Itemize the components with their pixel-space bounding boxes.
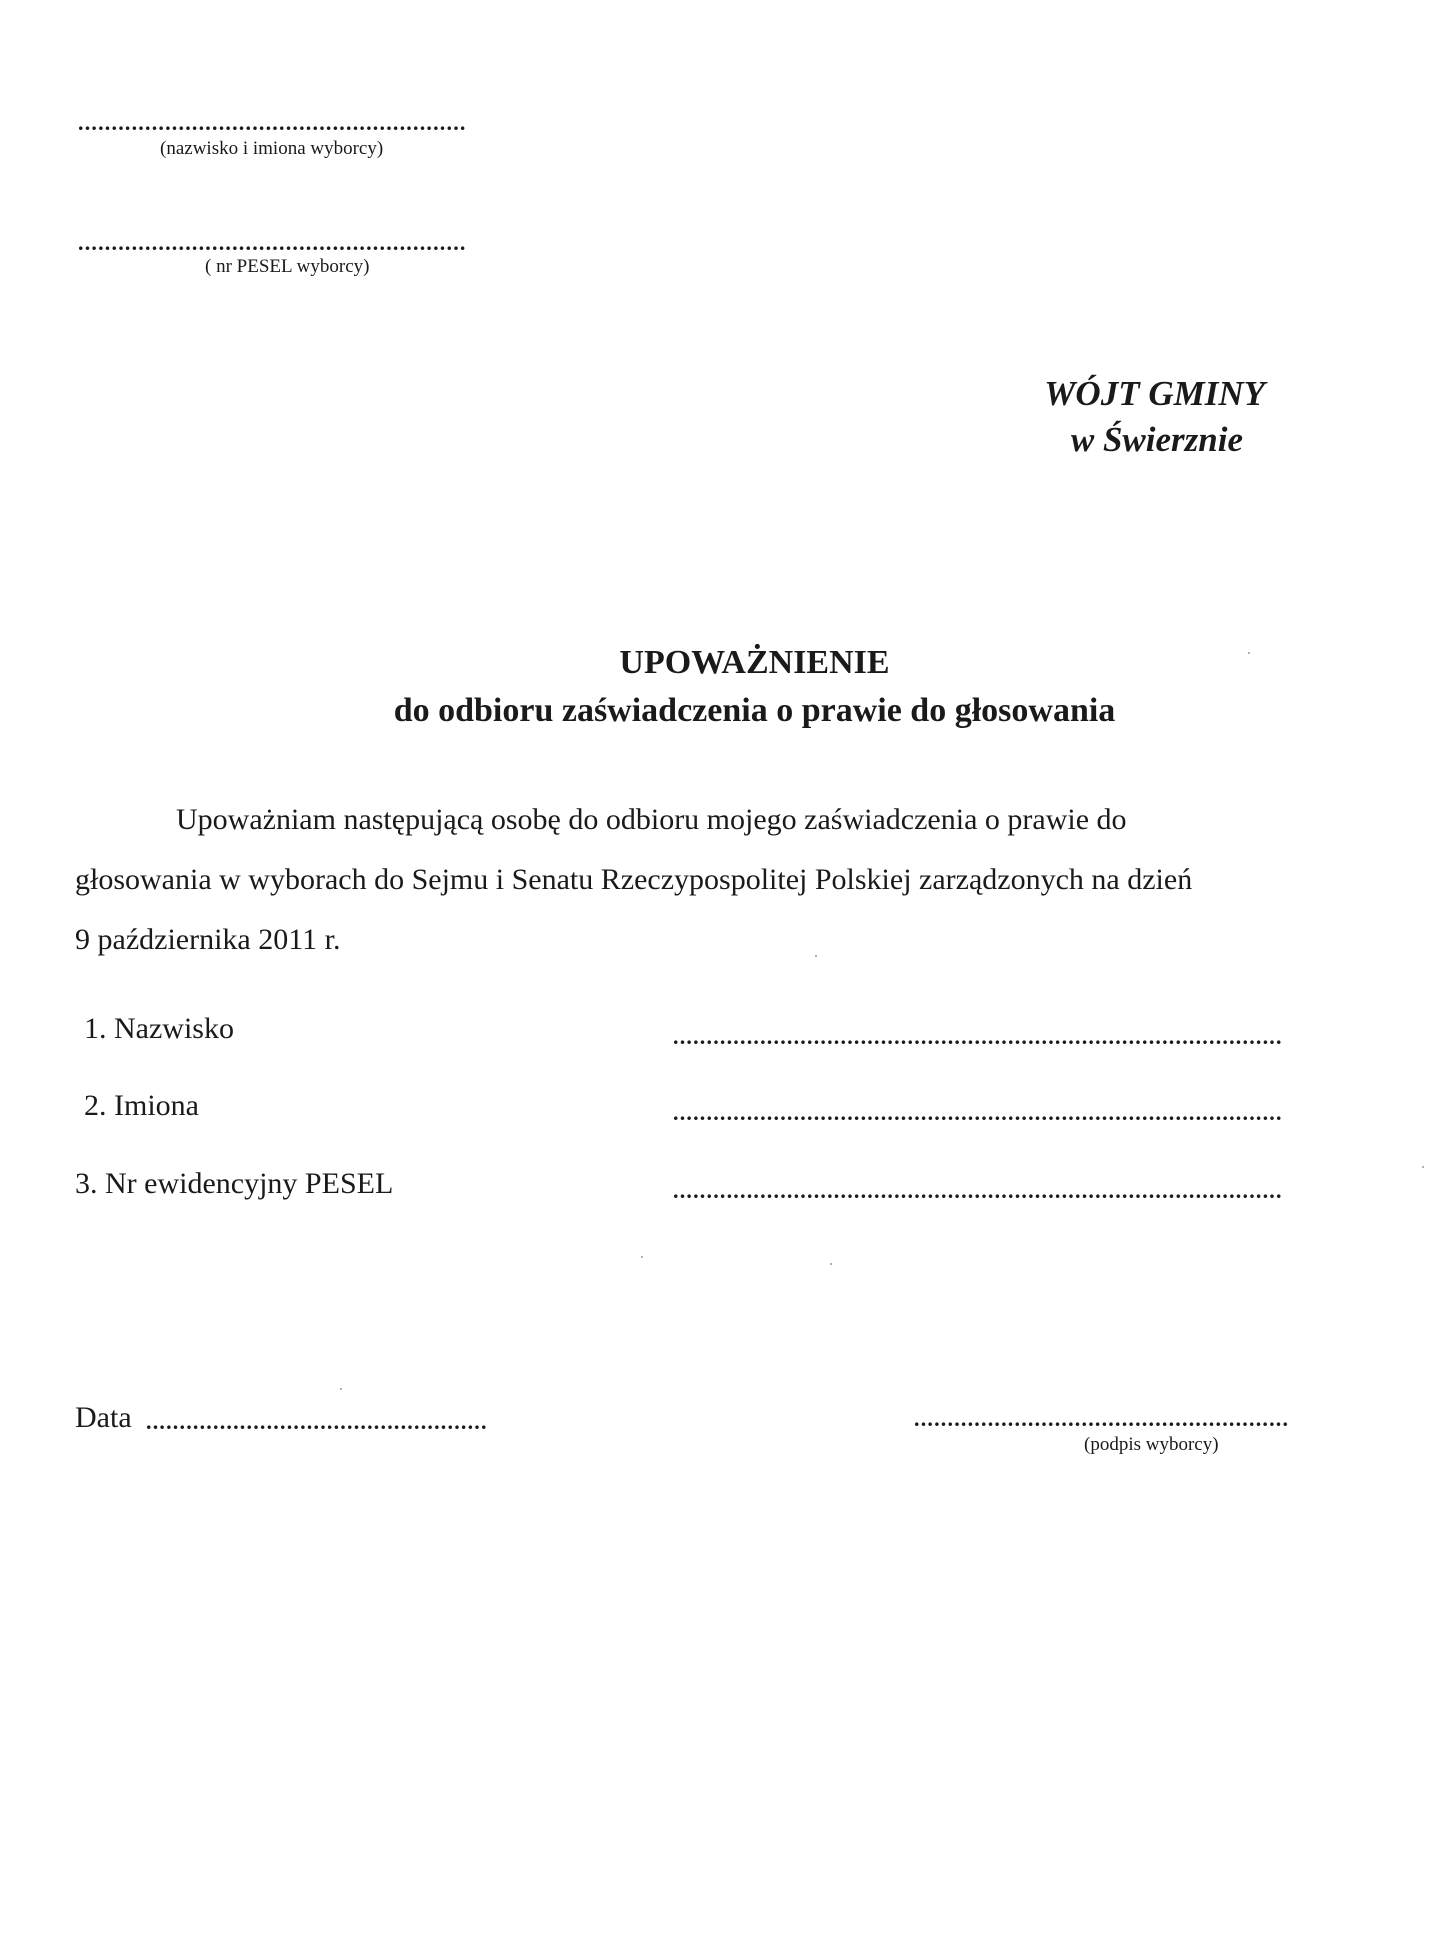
scan-speck xyxy=(340,1388,342,1390)
body-line-1: Upoważniam następującą osobę do odbioru mojego zaświadczenia o prawie do xyxy=(176,803,1127,836)
field-label-surname: 1. Nazwisko xyxy=(84,1012,234,1045)
field-label-pesel: 3. Nr ewidencyjny PESEL xyxy=(75,1167,394,1200)
signature-caption: (podpis wyborcy) xyxy=(1084,1434,1219,1455)
document-title: UPOWAŻNIENIE xyxy=(619,644,890,681)
date-label: Data xyxy=(75,1401,132,1434)
date-line[interactable]: ................................................... xyxy=(146,1411,488,1433)
signature-line[interactable]: ........................................................ xyxy=(914,1408,1290,1430)
addressee-line2: w Świerznie xyxy=(1070,420,1243,459)
voter-name-field: .......................................................... xyxy=(78,112,467,134)
scan-speck xyxy=(1248,652,1250,654)
voter-name-caption: (nazwisko i imiona wyborcy) xyxy=(160,138,384,159)
field-pesel-line[interactable]: ........................................................................................... xyxy=(673,1180,1283,1202)
field-surname-line[interactable]: ........................................................................................... xyxy=(673,1026,1283,1048)
addressee-line1: WÓJT GMINY xyxy=(1044,374,1265,413)
body-line-3: 9 października 2011 r. xyxy=(75,923,341,956)
field-label-names: 2. Imiona xyxy=(84,1089,199,1122)
scan-speck xyxy=(641,1256,643,1258)
scan-speck xyxy=(815,955,817,957)
document-subtitle: do odbioru zaświadczenia o prawie do głosowania xyxy=(393,692,1116,729)
voter-pesel-caption: ( nr PESEL wyborcy) xyxy=(205,256,370,277)
scan-speck xyxy=(830,1263,832,1265)
scan-speck xyxy=(1422,1166,1424,1168)
body-line-2: głosowania w wyborach do Sejmu i Senatu Rzeczypospolitej Polskiej zarządzonych na dzień xyxy=(75,863,1193,896)
voter-pesel-field: .......................................................... xyxy=(78,232,467,254)
field-names-line[interactable]: ........................................................................................... xyxy=(673,1102,1283,1124)
